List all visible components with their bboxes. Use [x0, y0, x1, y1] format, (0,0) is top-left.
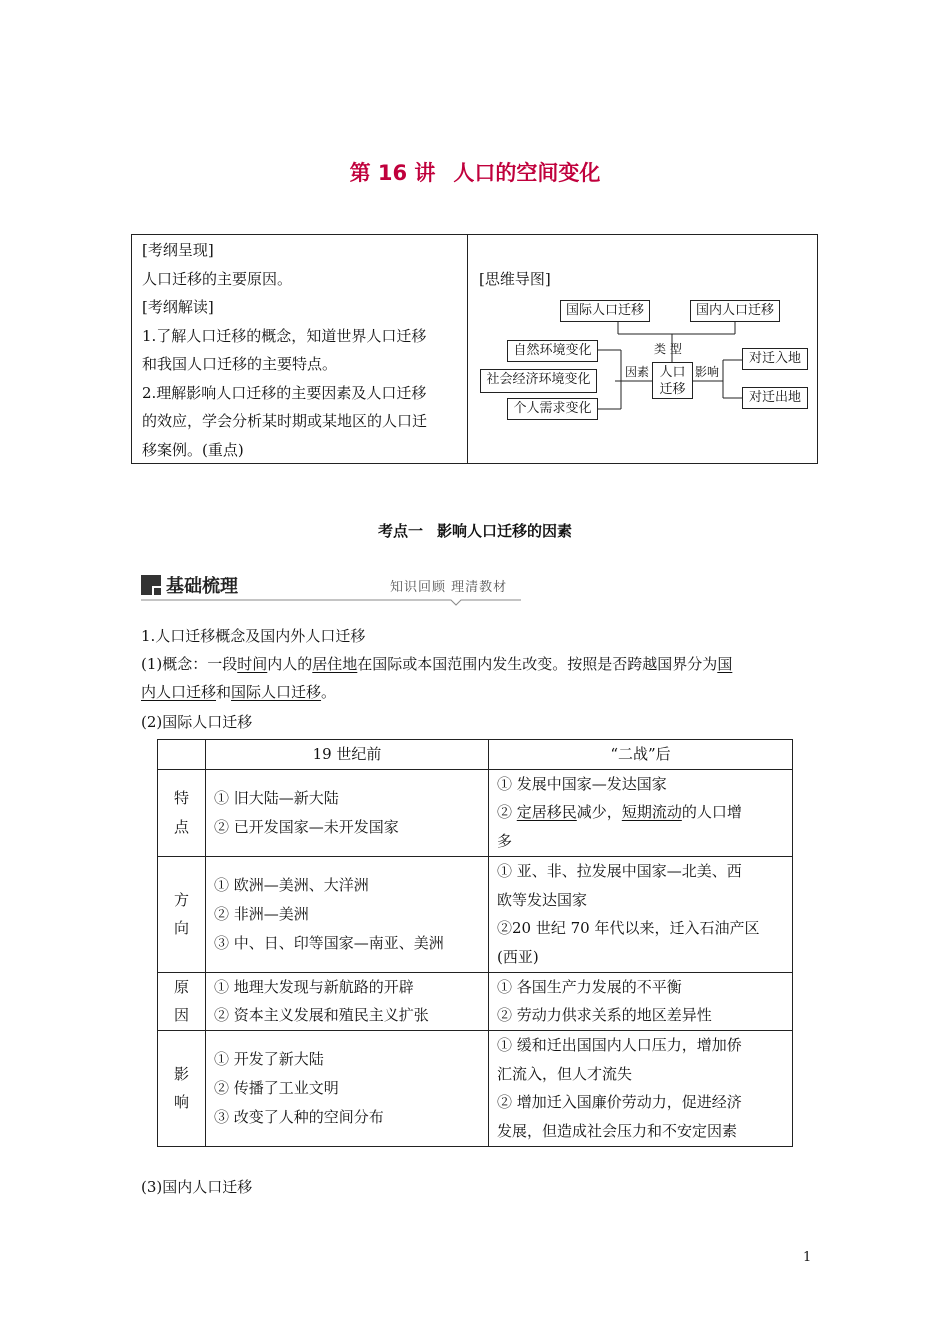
- mindmap-connectors: [132, 235, 819, 465]
- paragraph-1: 1.人口迁移概念及国内外人口迁移: [141, 627, 366, 645]
- mindmap-node-socioeco: 社会经济环境变化: [480, 369, 597, 393]
- mindmap-node-domestic: 国内人口迁移: [690, 300, 780, 322]
- banner-subtitle: 知识回顾 理清教材: [390, 580, 508, 595]
- table-row: [158, 972, 793, 1030]
- mindmap-node-center: [652, 362, 693, 399]
- table-header-postwar: “二战”后: [489, 740, 793, 770]
- syllabus-line: 人口迁移的主要原因。: [142, 269, 293, 288]
- syllabus-line: 1.了解人口迁移的概念，知道世界人口迁移: [142, 326, 427, 345]
- table-cell: ① 发展中国家—发达国家 ② 定居移民减少，短期流动的人口增 多: [489, 769, 793, 856]
- banner-title: 基础梳理: [166, 576, 238, 597]
- row-head: 方 向: [158, 856, 206, 972]
- migration-table: [157, 739, 793, 1147]
- page-number: 1: [803, 1250, 812, 1265]
- paragraph-domestic: (3)国内人口迁移: [141, 1178, 253, 1196]
- table-row: [158, 1031, 793, 1147]
- banner-underline: [141, 598, 521, 608]
- row-head: 原 因: [158, 972, 206, 1030]
- mindmap-node-out-place: 对迁出地: [742, 387, 808, 409]
- row-head: 特 点: [158, 769, 206, 856]
- mindmap-node-intl: 国际人口迁移: [560, 300, 650, 322]
- table-cell: ① 欧洲—美洲、大洋洲 ② 非洲—美洲 ③ 中、日、印等国家—南亚、美洲: [206, 856, 489, 972]
- center-line-1: 人口: [659, 365, 686, 380]
- syllabus-line: 的效应，学会分析某时期或某地区的人口迁: [142, 412, 428, 430]
- center-line-2: 迁移: [659, 382, 686, 397]
- table-header-pre19: 19 世纪前: [206, 740, 489, 770]
- table-row: [158, 769, 793, 856]
- mindmap-node-in-place: 对迁入地: [742, 348, 808, 370]
- syllabus-line: 和我国人口迁移的主要特点。: [142, 355, 338, 373]
- lecture-title: 人口的空间变化: [453, 161, 601, 185]
- syllabus-line: [考纲呈现]: [142, 241, 214, 259]
- table-cell: ① 亚、非、拉发展中国家—北美、西 欧等发达国家 ②20 世纪 70 年代以来，迁入石油产区 (西亚): [489, 856, 793, 972]
- syllabus-line: 2.理解影响人口迁移的主要因素及人口迁移: [142, 383, 427, 402]
- table-cell: ① 缓和迁出国国内人口压力，增加侨 汇流入，但人才流失 ② 增加迁入国廉价劳动力，促进经济 发展，但造成社会压力和不安定因素: [489, 1031, 793, 1147]
- section-main: 影响人口迁移的因素: [437, 522, 573, 540]
- mindmap-node-personal: 个人需求变化: [507, 398, 598, 420]
- mindmap-label-effect: 影响: [695, 365, 720, 379]
- table-cell: ① 各国生产力发展的不平衡 ② 劳动力供求关系的地区差异性: [489, 972, 793, 1030]
- mindmap-label: [思维导图]: [479, 270, 551, 288]
- banner-square-icon: [141, 575, 161, 595]
- table-header-blank: [158, 740, 206, 770]
- syllabus-box: [131, 234, 818, 464]
- lecture-number: 第 16 讲: [349, 161, 436, 185]
- paragraph-concept: (1)概念：一段时间内人的居住地在国际或本国范围内发生改变。按照是否跨越国界分为国 内人口迁移和国际人口迁移。: [141, 655, 733, 701]
- mindmap-label-factor: 因素: [625, 365, 650, 379]
- section-prefix: 考点一: [377, 522, 423, 540]
- table-cell: ① 开发了新大陆 ② 传播了工业文明 ③ 改变了人种的空间分布: [206, 1031, 489, 1147]
- mindmap-node-natural: 自然环境变化: [507, 340, 598, 362]
- paragraph-intl: (2)国际人口迁移: [141, 713, 253, 731]
- page-title: [0, 157, 950, 187]
- row-head: 影 响: [158, 1031, 206, 1147]
- section-title: [0, 520, 950, 541]
- table-header-row: [158, 740, 793, 770]
- syllabus-line: [考纲解读]: [142, 298, 214, 316]
- mindmap-label-type: 类 型: [654, 342, 682, 356]
- table-row: [158, 856, 793, 972]
- table-cell: ① 地理大发现与新航路的开辟 ② 资本主义发展和殖民主义扩张: [206, 972, 489, 1030]
- syllabus-line: 移案例。(重点): [142, 440, 244, 459]
- table-cell: ① 旧大陆—新大陆 ② 已开发国家—未开发国家: [206, 769, 489, 856]
